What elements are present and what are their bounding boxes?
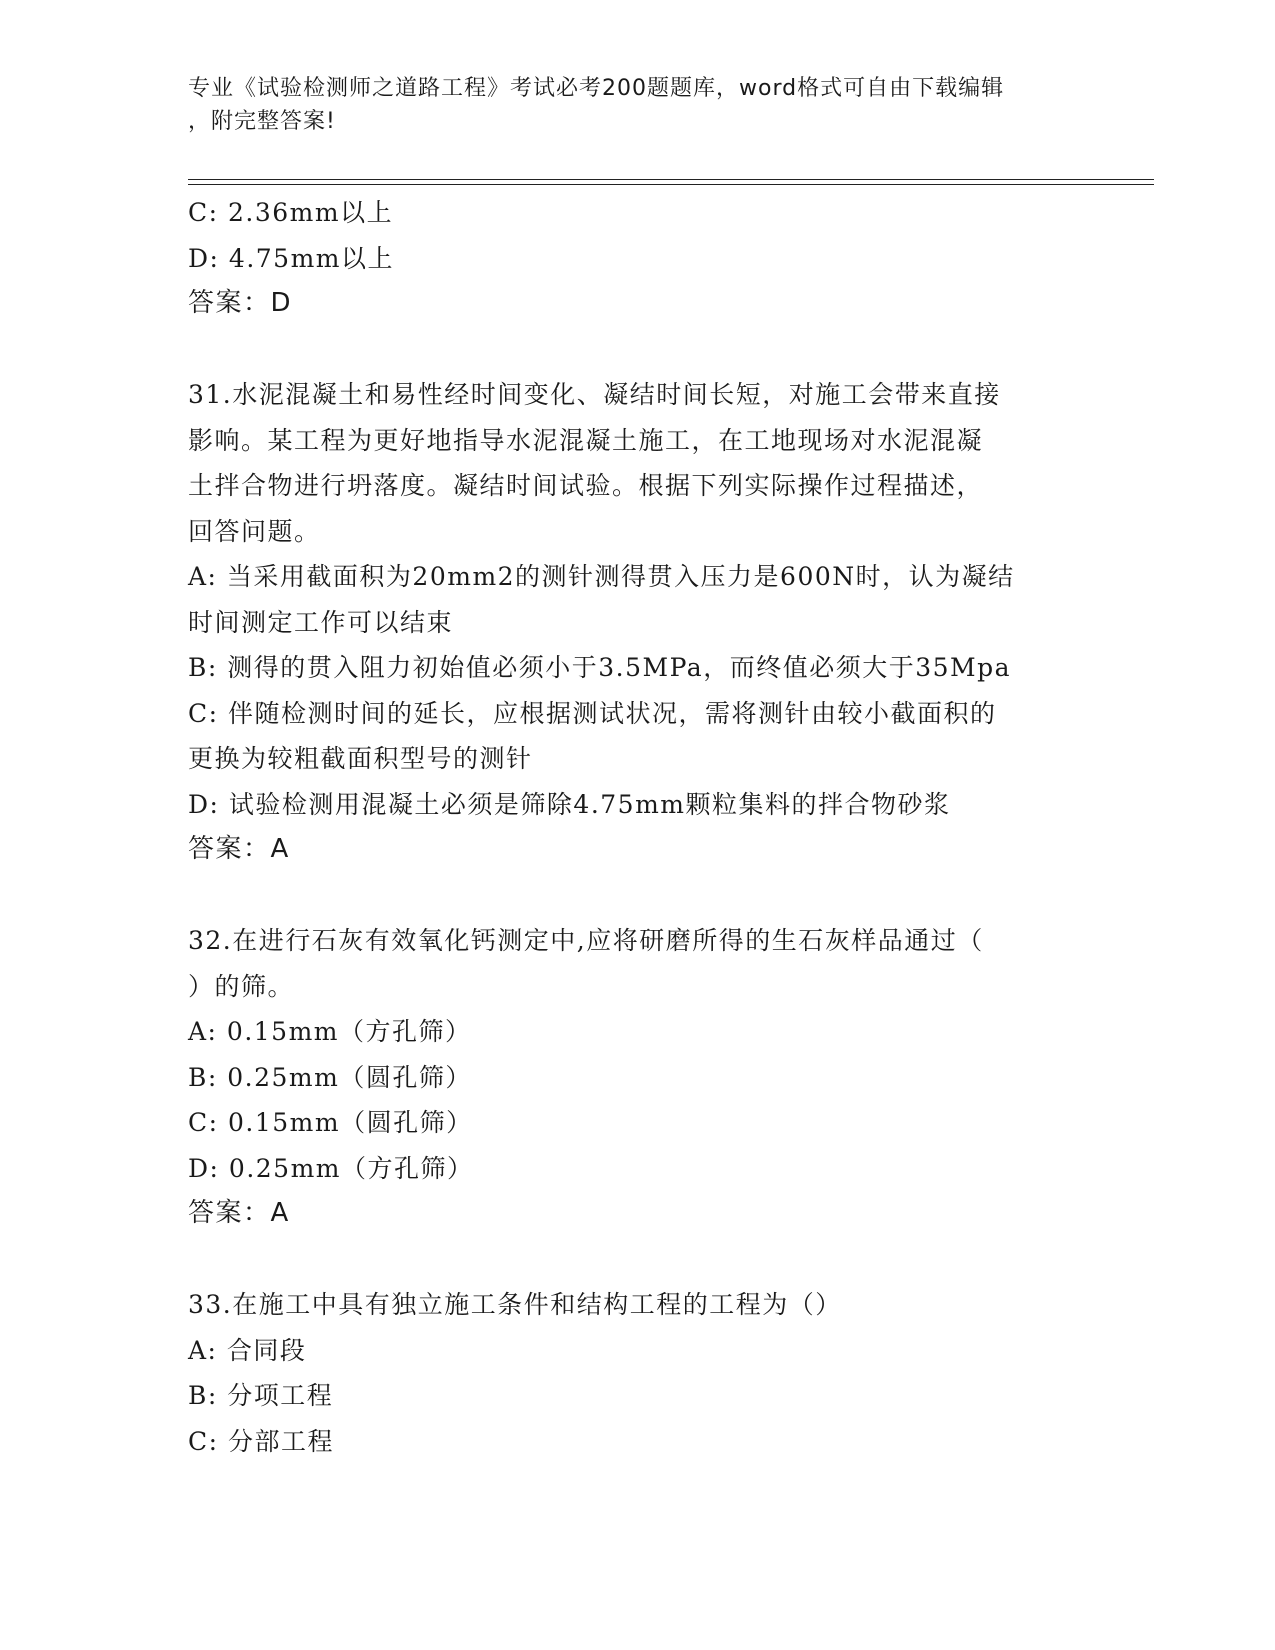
header-rule-bottom <box>188 184 1154 185</box>
option-b: B: 0.25mm（圆孔筛） <box>188 1062 472 1092</box>
question-text: 回答问题。 <box>188 516 321 546</box>
question-text: ）的筛。 <box>188 971 295 1001</box>
question-text: 影响。某工程为更好地指导水泥混凝土施工，在工地现场对水泥混凝 <box>188 425 984 455</box>
option-d: D: 试验检测用混凝土必须是筛除4.75mm颗粒集料的拌合物砂浆 <box>188 789 951 819</box>
option-d: D: 4.75mm以上 <box>188 243 394 273</box>
question-text: 32.在进行石灰有效氧化钙测定中,应将研磨所得的生石灰样品通过（ <box>188 926 984 955</box>
option-a: A: 0.15mm（方孔筛） <box>188 1017 472 1046</box>
header-rule-top <box>188 179 1154 180</box>
answer: 答案：A <box>188 834 290 864</box>
option-c: C: 伴随检测时间的延长，应根据测试状况，需将测针由较小截面积的 <box>188 698 997 728</box>
question-31 <box>188 372 1088 873</box>
document-header <box>188 72 1088 138</box>
option-c: C: 2.36mm以上 <box>188 198 394 227</box>
option-b: B: 测得的贯入阻力初始值必须小于3.5MPa，而终值必须大于35Mpa <box>188 653 1012 682</box>
question-32 <box>188 918 1088 1237</box>
header-line-2: ，附完整答案! <box>188 109 336 134</box>
question-33 <box>188 1282 1088 1464</box>
option-d: D: 0.25mm（方孔筛） <box>188 1153 474 1183</box>
question-30-tail <box>188 190 1088 327</box>
option-a: A: 当采用截面积为20mm2的测针测得贯入压力是600N时，认为凝结 <box>188 562 1015 591</box>
document-body <box>188 190 1088 1464</box>
question-text: 31.水泥混凝土和易性经时间变化、凝结时间长短，对施工会带来直接 <box>188 380 1001 409</box>
option-b: B: 分项工程 <box>188 1381 334 1410</box>
answer: 答案：D <box>188 288 293 318</box>
option-c-cont: 更换为较粗截面积型号的测针 <box>188 744 533 773</box>
option-c: C: 0.15mm（圆孔筛） <box>188 1108 473 1137</box>
question-text: 33.在施工中具有独立施工条件和结构工程的工程为（） <box>188 1290 842 1319</box>
option-a: A: 合同段 <box>188 1335 307 1365</box>
question-text: 土拌合物进行坍落度。凝结时间试验。根据下列实际操作过程描述， <box>188 471 984 500</box>
answer: 答案：A <box>188 1198 290 1228</box>
header-line-1: 专业《试验检测师之道路工程》考试必考200题题库，word格式可自由下载编辑 <box>188 76 1005 101</box>
option-a-cont: 时间测定工作可以结束 <box>188 607 454 637</box>
option-c: C: 分部工程 <box>188 1426 334 1456</box>
